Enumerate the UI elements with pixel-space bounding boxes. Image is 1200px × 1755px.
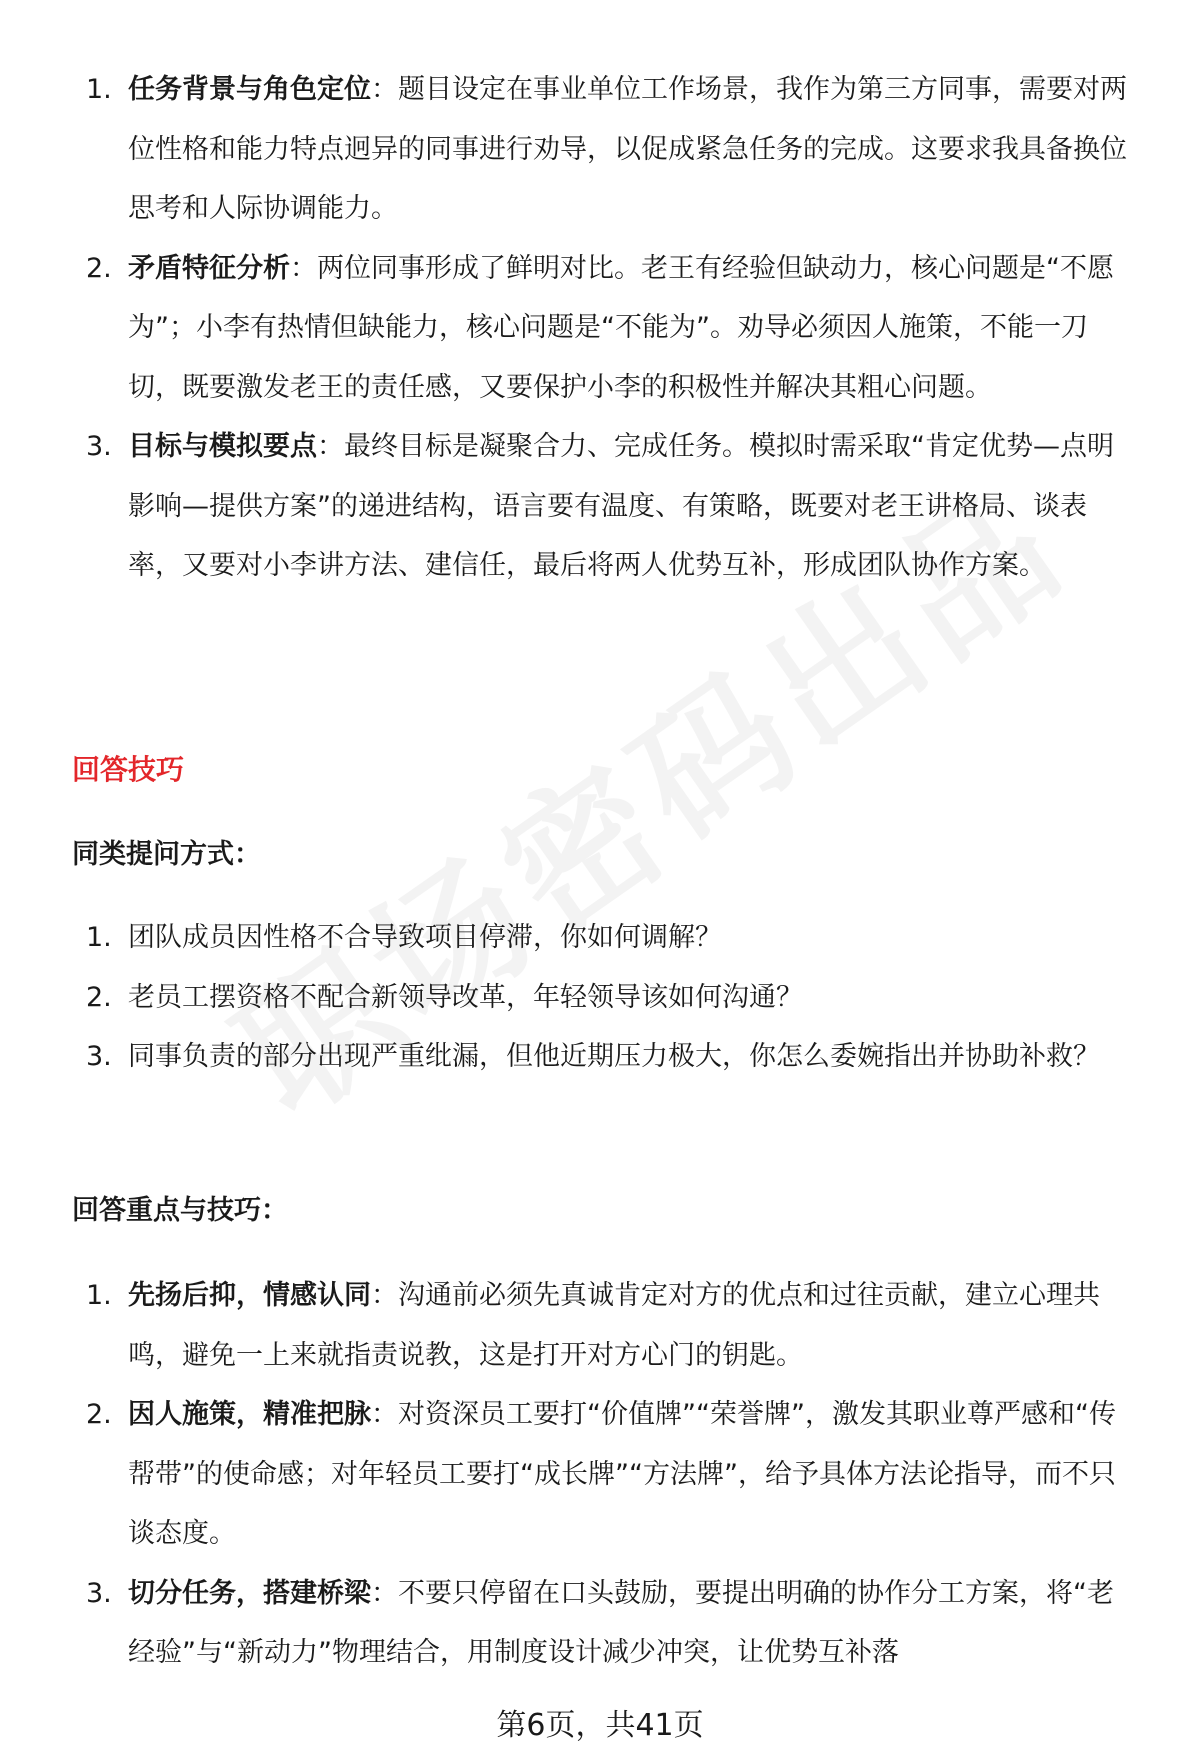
analysis-list bbox=[0, 60, 1200, 596]
list-item bbox=[0, 1266, 1200, 1385]
item-title: 切分任务，搭建桥梁 bbox=[128, 1577, 371, 1609]
item-text: 老员工摆资格不配合新领导改革，年轻领导该如何沟通？ bbox=[128, 981, 803, 1013]
item-text: 团队成员因性格不合导致项目停滞，你如何调解？ bbox=[128, 922, 722, 953]
item-text: 对资深员工要打“价值牌”“荣誉牌”，激发其职业尊严感和“传帮带”的使命感；对年轻员工要打“成长牌”“方法牌”，给予具体方法论指导，而不只谈态度。 bbox=[128, 1399, 1116, 1549]
list-number: 2. bbox=[86, 252, 112, 284]
item-separator: ： bbox=[371, 1399, 398, 1430]
item-text: 不要只停留在口头鼓励，要提出明确的协作分工方案，将“老经验”与“新动力”物理结合，用制度设计减少冲突，让优势互补落 bbox=[128, 1577, 1114, 1668]
similar-questions-heading: 同类提问方式： bbox=[72, 839, 261, 870]
list-item bbox=[0, 1564, 1200, 1683]
answer-tips-heading: 回答技巧 bbox=[72, 753, 185, 786]
list-number: 1. bbox=[86, 74, 112, 105]
item-title: 先扬后抑，情感认同 bbox=[128, 1280, 371, 1311]
item-text: 最终目标是凝聚合力、完成任务。模拟时需采取“肯定优势—点明影响—提供方案”的递进结构，语言要有温度、有策略，既要对老王讲格局、谈表率，又要对小李讲方法、建信任，最后将两人优势互补，形成团队协作方案。 bbox=[128, 431, 1114, 581]
item-text: 沟通前必须先真诚肯定对方的优点和过往贡献，建立心理共鸣，避免一上来就指责说教，这是打开对方心门的钥匙。 bbox=[128, 1280, 1100, 1371]
key-points-heading: 回答重点与技巧： bbox=[72, 1195, 288, 1226]
item-title: 因人施策，精准把脉 bbox=[128, 1399, 371, 1430]
item-title: 任务背景与角色定位 bbox=[128, 74, 371, 105]
item-text: 同事负责的部分出现严重纰漏，但他近期压力极大，你怎么委婉指出并协助补救？ bbox=[128, 1041, 1100, 1072]
item-text: 两位同事形成了鲜明对比。老王有经验但缺动力，核心问题是“不愿为”；小李有热情但缺能力，核心问题是“不能为”。劝导必须因人施策，不能一刀切，既要激发老王的责任感，又要保护小李的积极性并解决其粗心问题。 bbox=[128, 252, 1114, 403]
page-footer: 第6页，共41页 bbox=[496, 1708, 704, 1743]
item-separator: ： bbox=[317, 431, 344, 462]
item-separator: ： bbox=[371, 1280, 398, 1311]
item-title: 目标与模拟要点 bbox=[128, 431, 317, 462]
item-separator: ： bbox=[290, 252, 317, 284]
key-points-list bbox=[0, 1266, 1200, 1683]
list-item bbox=[0, 1385, 1200, 1564]
list-item bbox=[0, 60, 1200, 239]
list-number: 1. bbox=[86, 1280, 112, 1311]
item-separator: ： bbox=[371, 74, 398, 105]
list-number: 2. bbox=[86, 981, 112, 1013]
list-number: 3. bbox=[86, 1577, 112, 1609]
item-text: 题目设定在事业单位工作场景，我作为第三方同事，需要对两位性格和能力特点迥异的同事进行劝导，以促成紧急任务的完成。这要求我具备换位思考和人际协调能力。 bbox=[128, 74, 1127, 224]
list-item bbox=[0, 1027, 1200, 1087]
item-title: 矛盾特征分析 bbox=[128, 252, 290, 284]
list-item bbox=[0, 417, 1200, 596]
list-number: 3. bbox=[86, 431, 112, 462]
list-item bbox=[0, 239, 1200, 418]
list-item bbox=[0, 908, 1200, 968]
list-number: 3. bbox=[86, 1041, 112, 1072]
item-separator: ： bbox=[371, 1577, 398, 1609]
list-number: 1. bbox=[86, 922, 112, 953]
list-item bbox=[0, 968, 1200, 1028]
list-number: 2. bbox=[86, 1399, 112, 1430]
similar-questions-list bbox=[0, 908, 1200, 1087]
